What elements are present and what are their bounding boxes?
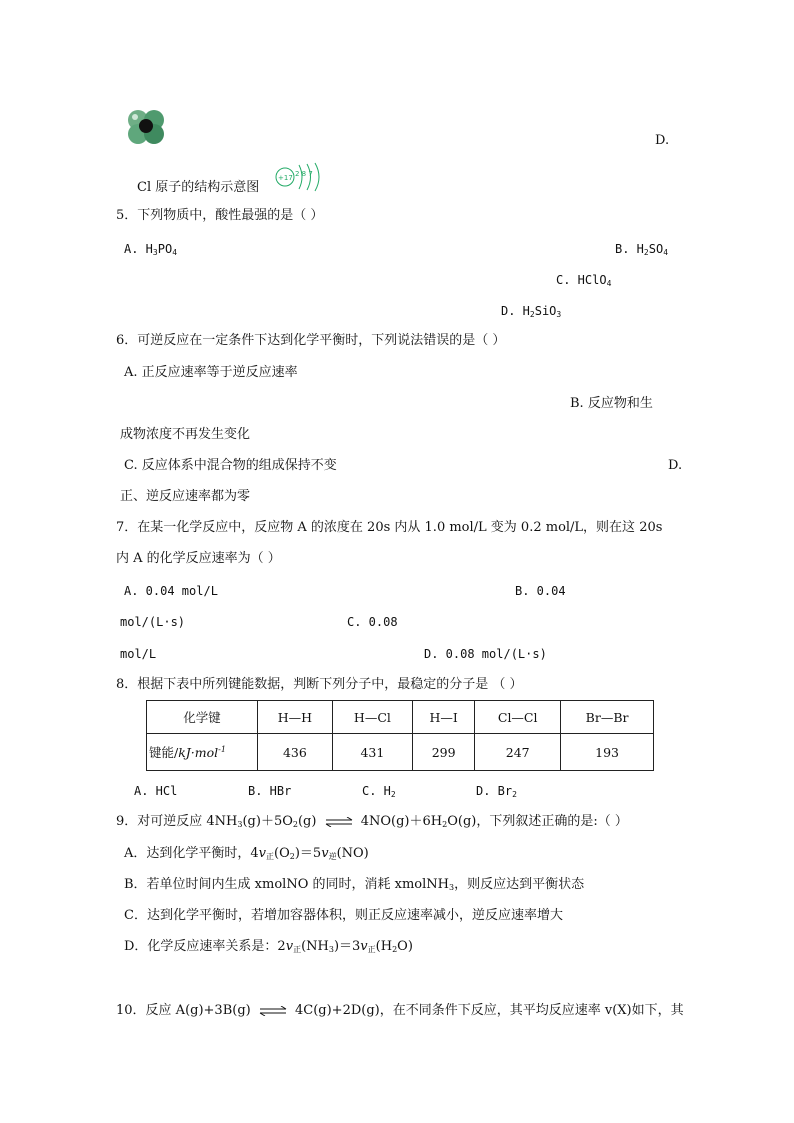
table-header-cell: 化学键: [147, 701, 258, 734]
cl-shell-labels: 2 8 7: [295, 170, 313, 178]
q7-option-b-line1: B. 0.04: [515, 584, 566, 598]
q8-stem: 8．根据下表中所列键能数据，判断下列分子中，最稳定的分子是 （ ）: [116, 677, 523, 692]
equilibrium-arrow-icon: [325, 817, 353, 827]
equilibrium-arrow-icon: [259, 1006, 287, 1016]
table-header-row: [147, 701, 654, 734]
table-header-cell: H—H: [258, 701, 333, 734]
q9-option-d: D．化学反应速率关系是：$2v_正(NH_3)=3v_正(H_2O)$: [124, 939, 413, 954]
q8-option-a: A. HCl: [134, 784, 178, 798]
molecule-model-image: [124, 106, 168, 146]
q5-stem: 5．下列物质中，酸性最强的是（ ）: [116, 208, 324, 223]
q6-option-d-text: 正、逆反应速率都为零: [120, 489, 251, 504]
q9-option-a: A．达到化学平衡时，$4v_正(O_2)=5v_逆(NO)$: [124, 846, 369, 861]
table-header-cell: Br—Br: [561, 701, 654, 734]
q7-option-a: A. 0.04 mol/L: [124, 584, 218, 598]
table-cell: 299: [413, 734, 475, 771]
q9-option-c: C．达到化学平衡时，若增加容器体积，则正反应速率减小，逆反应速率增大: [124, 908, 563, 923]
cl-nucleus-label: +17: [278, 174, 293, 182]
q7-option-d: D. 0.08 mol/(L·s): [424, 647, 547, 661]
q4-option-d: D.: [655, 133, 670, 148]
q8-option-d: D. $Br_2$: [476, 784, 517, 799]
q8-option-b: B. HBr: [248, 784, 292, 798]
q7-option-c-line1: C. 0.08: [347, 615, 398, 629]
q6-stem: 6．可逆反应在一定条件下达到化学平衡时，下列说法错误的是（ ）: [116, 333, 506, 348]
q6-option-a: A. 正反应速率等于逆反应速率: [124, 365, 298, 380]
q9-option-b: B．若单位时间内生成 xmolNO 的同时，消耗 xmolNH$_3$，则反应达到平衡状态: [124, 877, 585, 892]
table-row: [147, 734, 654, 771]
table-header-cell: H—Cl: [332, 701, 412, 734]
q7-stem-line1: 7．在某一化学反应中，反应物 A 的浓度在 20s 内从 1.0 mol/L 变为 0.2 mol/L，则在这 20s: [116, 520, 663, 535]
table-cell: 193: [561, 734, 654, 771]
q5-option-d: D. $H_2SiO_3$: [501, 304, 562, 319]
table-header-cell: Cl—Cl: [475, 701, 561, 734]
q6-option-d-label: D.: [668, 458, 683, 473]
q6-option-b-line2: 成物浓度不再发生变化: [120, 427, 251, 442]
q6-option-c: C. 反应体系中混合物的组成保持不变: [124, 458, 337, 473]
cl-atom-structure-diagram: [272, 161, 324, 195]
table-cell: 247: [475, 734, 561, 771]
q9-stem: 9．对可逆反应 $4NH_3(g)+5O_2(g)$ $4NO(g)+6H_2O(g)$，下列叙述正确的是:（ ）: [116, 814, 628, 829]
cl-diagram-caption: Cl 原子的结构示意图: [137, 180, 260, 195]
q5-option-c: C. HClO$_4$: [556, 273, 612, 288]
q8-option-c: C. $H_2$: [362, 784, 396, 799]
q5-option-b: B. $H_2SO_4$: [615, 242, 669, 257]
q7-stem-line2: 内 A 的化学反应速率为（ ）: [116, 551, 281, 566]
q7-option-b-line2: mol/(L·s): [120, 615, 186, 629]
table-cell: 431: [332, 734, 412, 771]
table-cell: 436: [258, 734, 333, 771]
q6-option-b-line1: B. 反应物和生: [570, 396, 653, 411]
q10-stem: 10．反应 A(g)+3B(g) 4C(g)+2D(g)，在不同条件下反应，其平均反应速率 v(X)如下，其: [116, 1003, 684, 1018]
q5-option-a: A. $H_3PO_4$: [124, 242, 178, 257]
table-header-cell: H—I: [413, 701, 475, 734]
bond-energy-table: [146, 700, 654, 771]
row-label-cell: 键能/kJ·mol$^{-1}$: [147, 734, 258, 771]
q7-option-c-line2: mol/L: [120, 647, 157, 661]
